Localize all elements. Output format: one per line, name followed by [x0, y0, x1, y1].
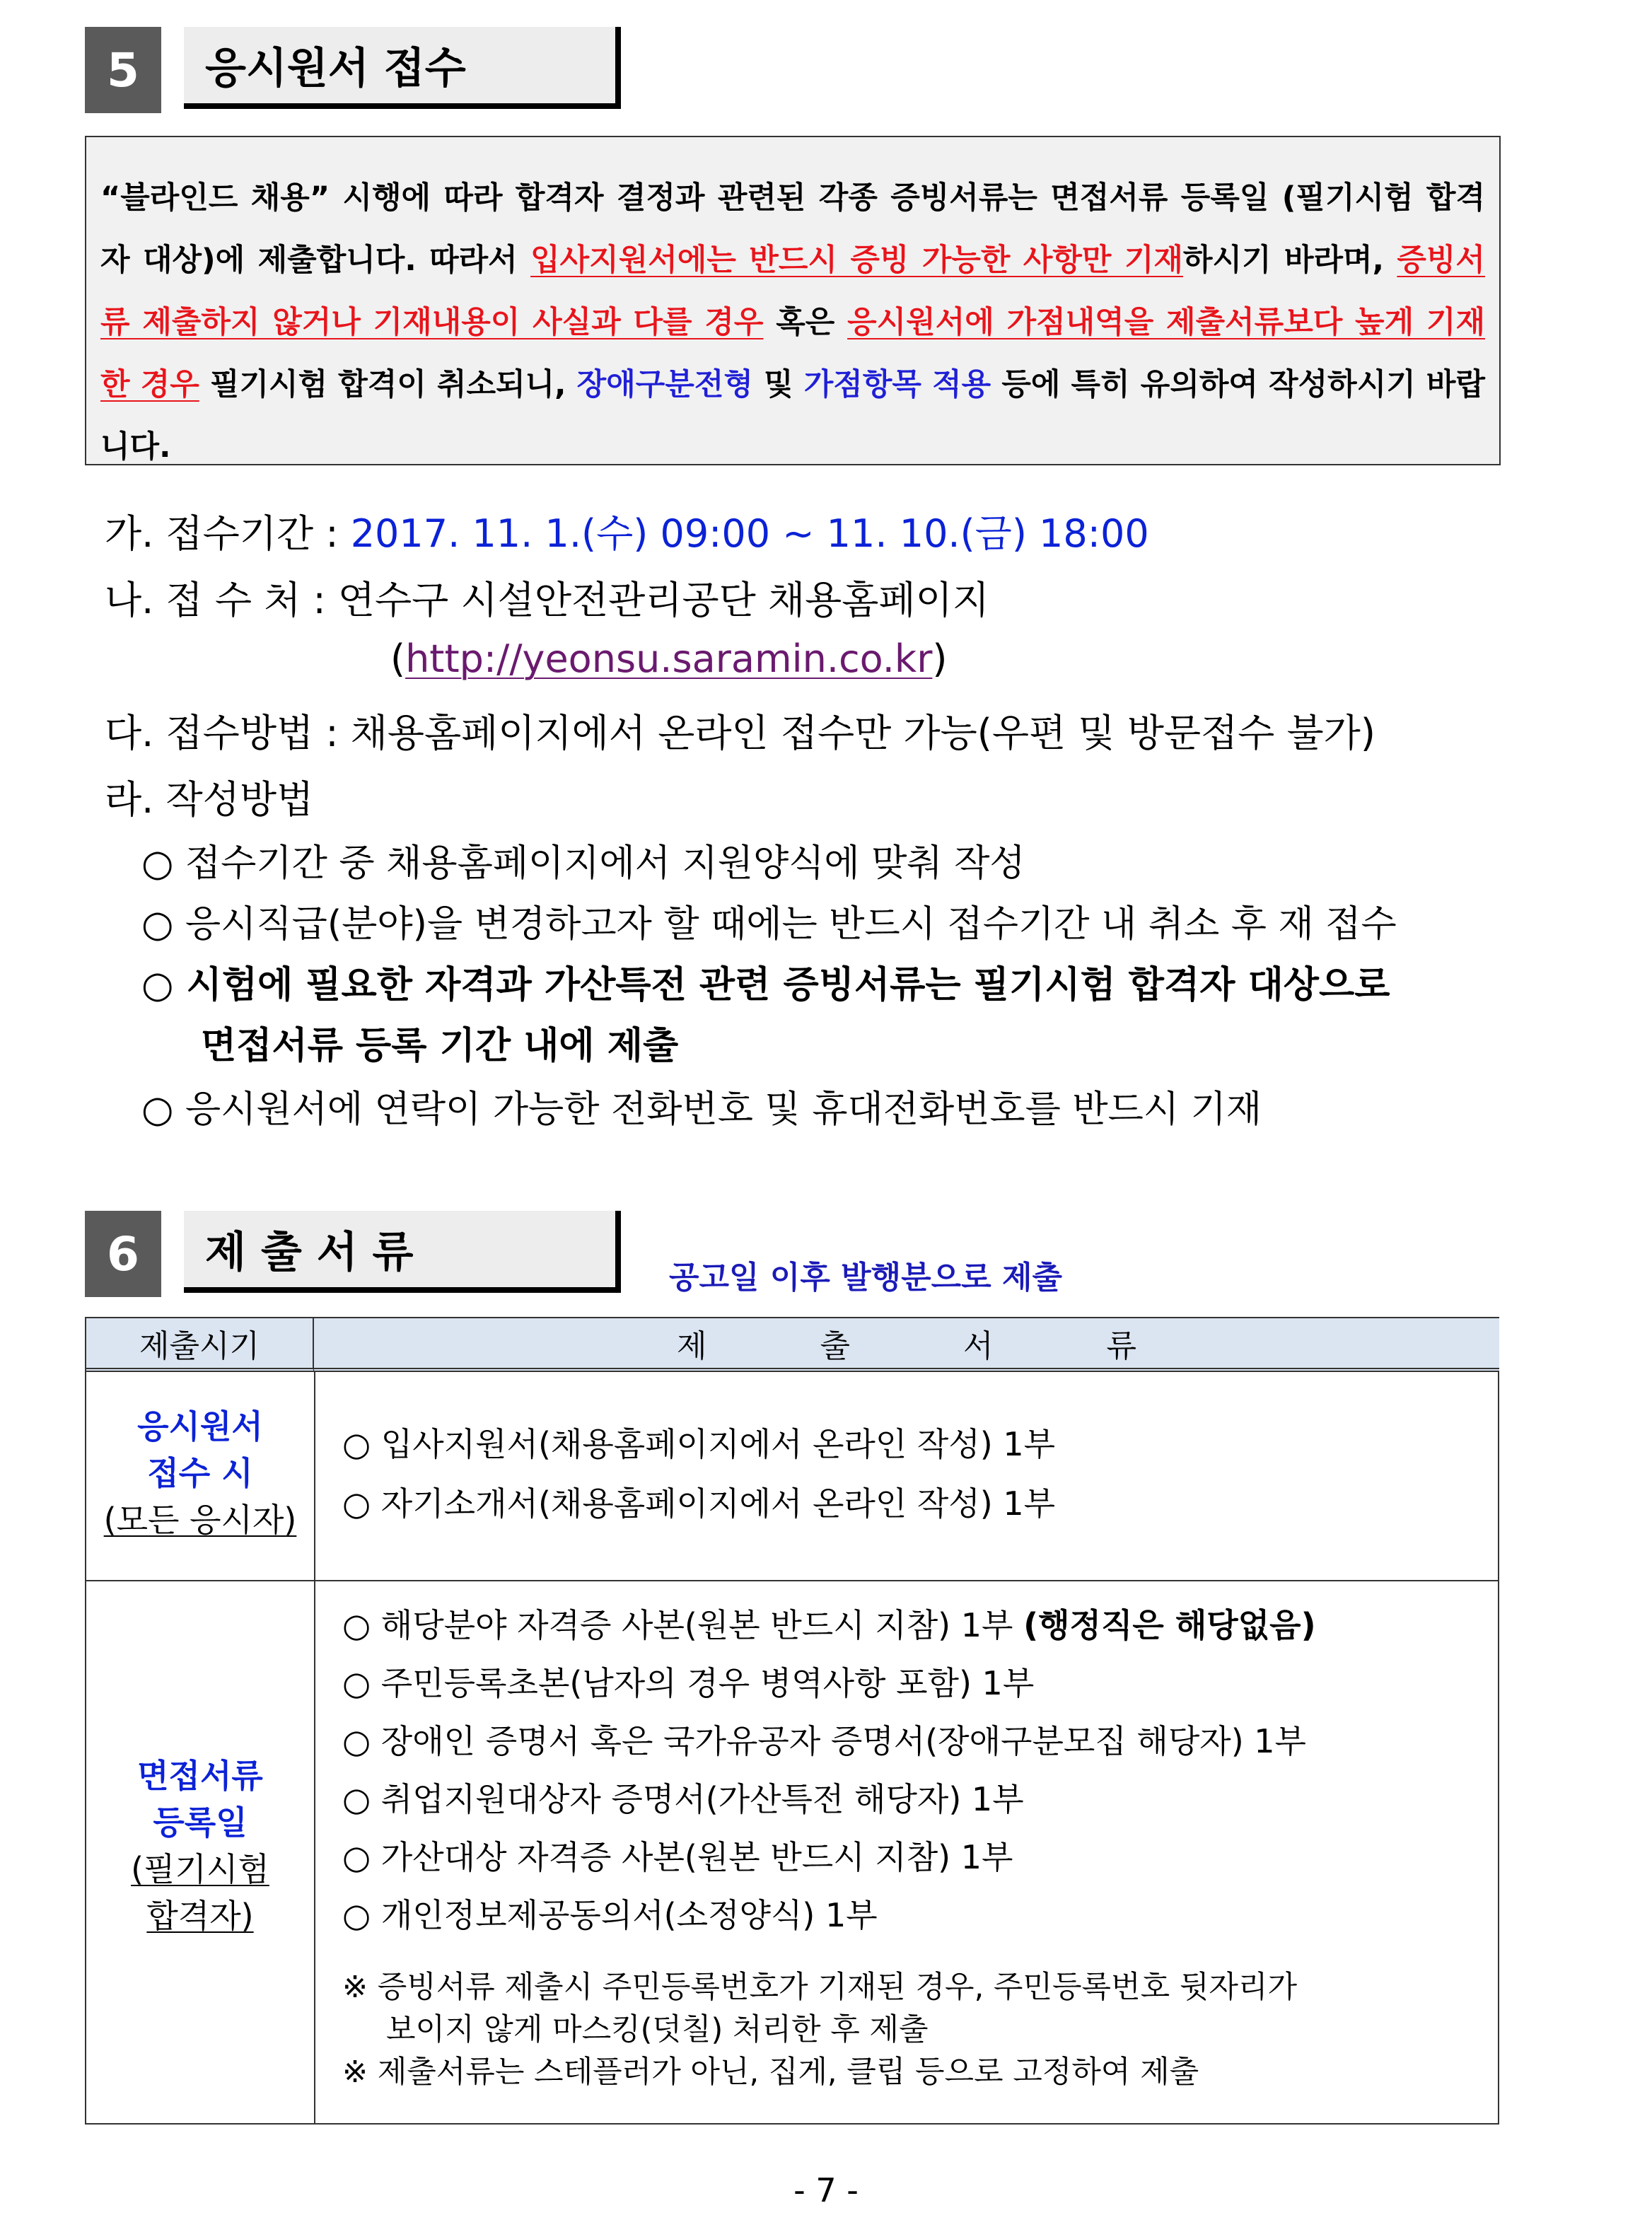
item-na-url	[390, 637, 947, 681]
page-number: - 7 -	[793, 2171, 859, 2209]
bullet-item: ○ 응시원서에 연락이 가능한 전화번호 및 휴대전화번호를 반드시 기재	[141, 1088, 1262, 1131]
row-divider	[86, 1580, 1498, 1581]
document-item	[342, 1600, 1316, 1646]
bullet-item: ○ 접수기간 중 채용홈페이지에서 지원양식에 맞춰 작성	[141, 842, 1025, 885]
period-line: 등록일	[153, 1803, 248, 1842]
header-char: 제	[676, 1328, 707, 1364]
document-note: (행정직은 해당없음)	[1023, 1606, 1316, 1644]
section-number: 5	[85, 27, 161, 113]
document-item: ○ 장애인 증명서 혹은 국가유공자 증명서(장애구분모집 해당자) 1부	[342, 1722, 1306, 1760]
note-masking	[342, 1966, 1297, 2093]
document-item: ○ 개인정보제공동의서(소정양식) 1부	[342, 1896, 878, 1934]
period-line: 응시원서	[137, 1407, 263, 1446]
document-item: ○ 입사지원서(채용홈페이지에서 온라인 작성) 1부	[342, 1425, 1056, 1463]
homepage-link[interactable]: http://yeonsu.saramin.co.kr	[405, 637, 933, 681]
period-line: 면접서류	[137, 1757, 263, 1795]
notice-emphasis: 응시원서에 가점내역을 제출서류보다 높게 기재한 경우	[100, 305, 1485, 402]
notice-highlight: 장애구분전형	[576, 367, 753, 402]
item-label: 가. 접수기간 :	[105, 511, 351, 556]
notice-text: “블라인드 채용” 시행에 따라 합격자 결정과 관련된 각종 증빙서류는 면접서류 등록일 (필기시험 합격자 대상)에 제출합니다. 따라서	[100, 180, 1485, 278]
item-da	[105, 703, 1375, 757]
section-number: 6	[85, 1211, 161, 1297]
notice-text: 필기시험 합격이 취소되니,	[199, 367, 577, 402]
bullet-item-continued: 면접서류 등록 기간 내에 제출	[201, 1025, 679, 1067]
note-line: 보이지 않게 마스킹(덧칠) 처리한 후 제출	[386, 2012, 929, 2047]
item-ra	[105, 769, 313, 824]
section-title: 제 출 서 류	[184, 1211, 621, 1293]
document-text: ○ 해당분야 자격증 사본(원본 반드시 지참) 1부	[342, 1606, 1024, 1644]
item-label: 다. 접수방법 :	[105, 711, 351, 755]
period-line: (모든 응시자)	[103, 1501, 297, 1539]
document-item: ○ 취업지원대상자 증명서(가산특전 해당자) 1부	[342, 1780, 1024, 1818]
period-line: 합격자)	[146, 1897, 254, 1935]
paren: )	[932, 637, 948, 681]
notice-emphasis: 입사지원서에는 반드시 증빙 가능한 사항만 기재	[530, 243, 1183, 278]
notice-highlight: 가점항목 적용	[803, 367, 991, 402]
note-line: ※ 제출서류는 스테플러가 아닌, 집게, 클립 등으로 고정하여 제출	[342, 2055, 1199, 2090]
note-line: ※ 증빙서류 제출시 주민등록번호가 기재된 경우, 주민등록번호 뒷자리가	[342, 1970, 1297, 2005]
header-char: 서	[963, 1328, 994, 1364]
document-item: ○ 가산대상 자격증 사본(원본 반드시 지참) 1부	[342, 1838, 1013, 1876]
notice-box	[85, 136, 1501, 465]
notice-text: 혹은	[763, 305, 848, 340]
side-note: 공고일 이후 발행분으로 제출	[669, 1260, 1063, 1296]
notice-emphasis: 증빙서류 제출하지 않거나 기재내용이 사실과 다를 경우	[100, 243, 1485, 340]
period-line: (필기시험	[131, 1850, 269, 1888]
notice-text: 등에 특히 유의하여 작성하시기 바랍니다.	[100, 367, 1486, 465]
item-value: 2017. 11. 1.(수) 09:00 ~ 11. 10.(금) 18:00	[350, 511, 1149, 556]
item-value: 채용홈페이지에서 온라인 접수만 가능(우편 및 방문접수 불가)	[350, 711, 1375, 755]
notice-text: 및	[752, 367, 804, 402]
column-divider	[314, 1372, 315, 2125]
header-char: 류	[1106, 1328, 1137, 1364]
item-na	[105, 570, 989, 624]
item-label: 라. 작성방법	[105, 777, 314, 822]
header-submission-time: 제출시기	[86, 1318, 314, 1372]
bullet-item: ○ 시험에 필요한 자격과 가산특전 관련 증빙서류는 필기시험 합격자 대상으로	[141, 964, 1390, 1006]
item-value: 연수구 시설안전관리공단 채용홈페이지	[337, 578, 989, 622]
header-char: 출	[820, 1328, 850, 1364]
documents-table	[85, 1317, 1499, 2125]
row2-period	[86, 1753, 314, 1939]
document-item: ○ 자기소개서(채용홈페이지에서 온라인 작성) 1부	[342, 1484, 1056, 1523]
header-documents	[314, 1318, 1499, 1372]
period-line: 접수 시	[147, 1454, 253, 1492]
item-ga	[105, 504, 1149, 558]
row1-period	[86, 1403, 314, 1543]
paren: (	[390, 637, 406, 681]
bullet-item: ○ 응시직급(분야)을 변경하고자 할 때에는 반드시 접수기간 내 취소 후 재 접수	[141, 903, 1397, 946]
section-title: 응시원서 접수	[184, 27, 621, 109]
document-item: ○ 주민등록초본(남자의 경우 병역사항 포함) 1부	[342, 1664, 1035, 1702]
notice-text: 하시기 바라며,	[1182, 243, 1397, 278]
item-label: 나. 접 수 처 :	[105, 578, 338, 622]
